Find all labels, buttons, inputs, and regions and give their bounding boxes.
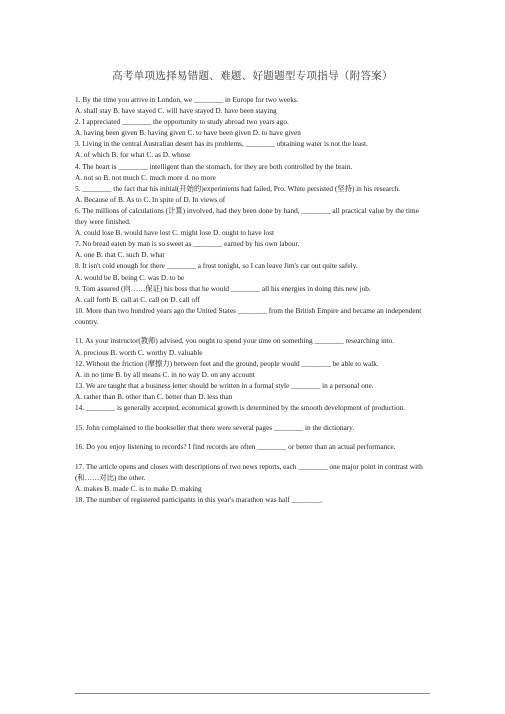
question-16: 16. Do you enjoy listening to records? I find records are often ________ or better than an actual performance. <box>75 442 396 452</box>
question-9: 9. Tom assured (向……保证) his boss that he would ________ all his energies in doing this new job. <box>75 283 371 293</box>
options-5: A. Because of B. As to C. In spite of D. In views of <box>75 194 226 204</box>
options-4: A. not so B. not much C. much more d. no more <box>75 172 216 182</box>
options-9: A. call forth B. call at C. call on D. call off <box>75 294 200 304</box>
question-6: 6. The millions of calculations (计算) involved, had they been done by hand, ________ all practical value by the time they were finished. <box>75 205 419 227</box>
question-3: 3. Living in the central Australian desert has its problems, ________ obtaining water is not the least. <box>75 139 368 149</box>
question-7: 7. No bread eaten by man is so sweet as ________ earned by his own labour. <box>75 239 300 249</box>
question-4: 4. The heart is ________ intelligent than the stomach, for they are both controlled by the brain. <box>75 161 353 171</box>
question-2: 2. I appreciated ________ the opportunity to study abroad two years ago. <box>75 117 289 127</box>
options-3: A. of which B. for what C. as D. whose <box>75 150 191 160</box>
footer-divider <box>75 693 430 694</box>
question-1: 1. By the time you arrive in London, we ________ in Europe for two weeks. <box>75 95 299 104</box>
options-6: A. could lose B. would have lost C. might lose D. ought to have lost <box>75 228 275 238</box>
options-8: A. would be B. being C. was D. to be <box>75 272 185 282</box>
options-11: A. precious B. worth C. worthy D. valuable <box>75 347 203 357</box>
question-12: 12. Without the friction (摩擦力) between feet and the ground, people would ________ be able to walk. <box>75 358 379 368</box>
document-title: 高考单项选择易错题、难题、好题题型专项指导（附答案） <box>112 71 393 82</box>
options-13: A. rather than B. other than C. better than D. less than <box>75 391 233 401</box>
question-10: 10. More than two hundred years ago the United States ________ from the British Empire and became an independent country. <box>75 305 422 326</box>
question-18: 18. The number of registered participants in this year's marathon was half ________. <box>75 495 323 505</box>
options-1: A. shall stay B. have stayed C. will have stayed D. have been staying <box>75 106 277 116</box>
question-17: 17. The article opens and closes with descriptions of two news reports, each ________ one major point in contrast with (和……对比) the other. <box>75 461 423 482</box>
question-11: 11. As your instructor(教师) advised, you ought to spend your time on something ________ researching into. <box>75 336 395 346</box>
question-14: 14. ________ is generally accepted, economical growth is determined by the smooth development of production. <box>75 403 406 413</box>
question-15: 15. John complained to the bookseller that there were several pages ________ in the dictionary. <box>75 422 355 432</box>
options-7: A. one B. that C. such D. what <box>75 250 165 260</box>
question-5: 5. ________ the fact that his initial(开始的)experiments had failed, Pro. White persisted (坚持) in his research. <box>75 183 401 193</box>
question-8: 8. It isn't cold enough for there ________ a frost tonight, so I can leave Jim's car out quite safely. <box>75 261 358 271</box>
question-list <box>75 94 433 505</box>
options-2: A. having been given B. having given C. to have been given D. to have given <box>75 128 301 138</box>
options-12: A. in no time B. by all means C. in no way D. on any account <box>75 369 255 379</box>
options-17: A. makes B. made C. is to make D. making <box>75 484 202 493</box>
question-13: 13. We are taught that a business letter should be written in a formal style ________ in a personal one. <box>75 380 374 390</box>
